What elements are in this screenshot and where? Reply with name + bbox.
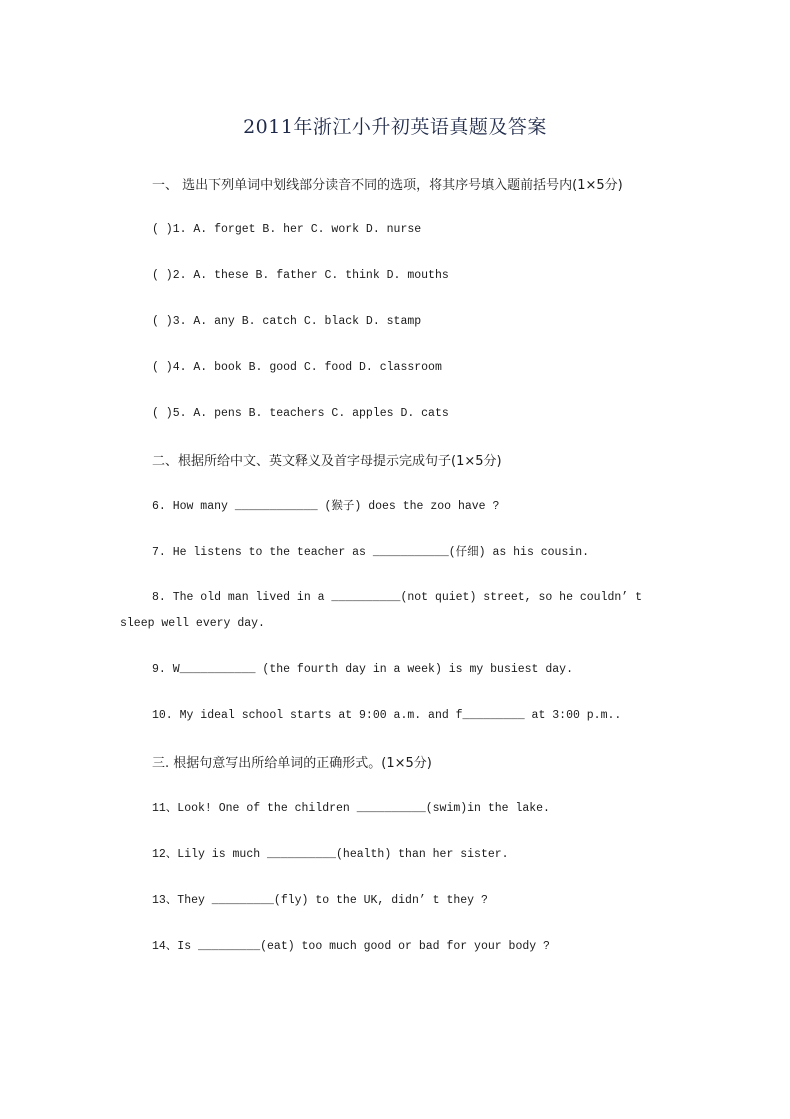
question-1: ( )1. A. forget B. her C. work D. nurse bbox=[152, 223, 422, 236]
question-8-line2: sleep well every day. bbox=[120, 617, 265, 630]
question-5: ( )5. A. pens B. teachers C. apples D. cats bbox=[152, 407, 449, 420]
question-8-line1: 8. The old man lived in a __________(not quiet) street, so he couldn’ t bbox=[152, 591, 642, 604]
question-3: ( )3. A. any B. catch C. black D. stamp bbox=[152, 315, 422, 328]
document-title: 2011年浙江小升初英语真题及答案 bbox=[243, 116, 547, 138]
question-14: 14、Is _________(eat) too much good or bad for your body ? bbox=[152, 940, 550, 953]
section1-heading: 一、 选出下列单词中划线部分读音不同的选项，将其序号填入题前括号内(1×5分) bbox=[152, 178, 623, 193]
section2-heading: 二、根据所给中文、英文释义及首字母提示完成句子(1×5分) bbox=[152, 454, 502, 469]
question-12: 12、Lily is much __________(health) than her sister. bbox=[152, 848, 509, 861]
question-6: 6. How many ____________ (猴子) does the zoo have ? bbox=[152, 500, 500, 513]
question-10: 10. My ideal school starts at 9:00 a.m. and f_________ at 3:00 p.m.. bbox=[152, 709, 622, 722]
question-11: 11、Look! One of the children __________(swim)in the lake. bbox=[152, 802, 550, 815]
question-9: 9. W___________ (the fourth day in a week) is my busiest day. bbox=[152, 663, 573, 676]
section3-heading: 三. 根据句意写出所给单词的正确形式。(1×5分) bbox=[152, 756, 432, 771]
question-7: 7. He listens to the teacher as ___________(仔细) as his cousin. bbox=[152, 546, 590, 559]
question-4: ( )4. A. book B. good C. food D. classroom bbox=[152, 361, 442, 374]
question-13: 13、They _________(fly) to the UK, didn’ t they ? bbox=[152, 894, 488, 907]
question-2: ( )2. A. these B. father C. think D. mouths bbox=[152, 269, 449, 282]
